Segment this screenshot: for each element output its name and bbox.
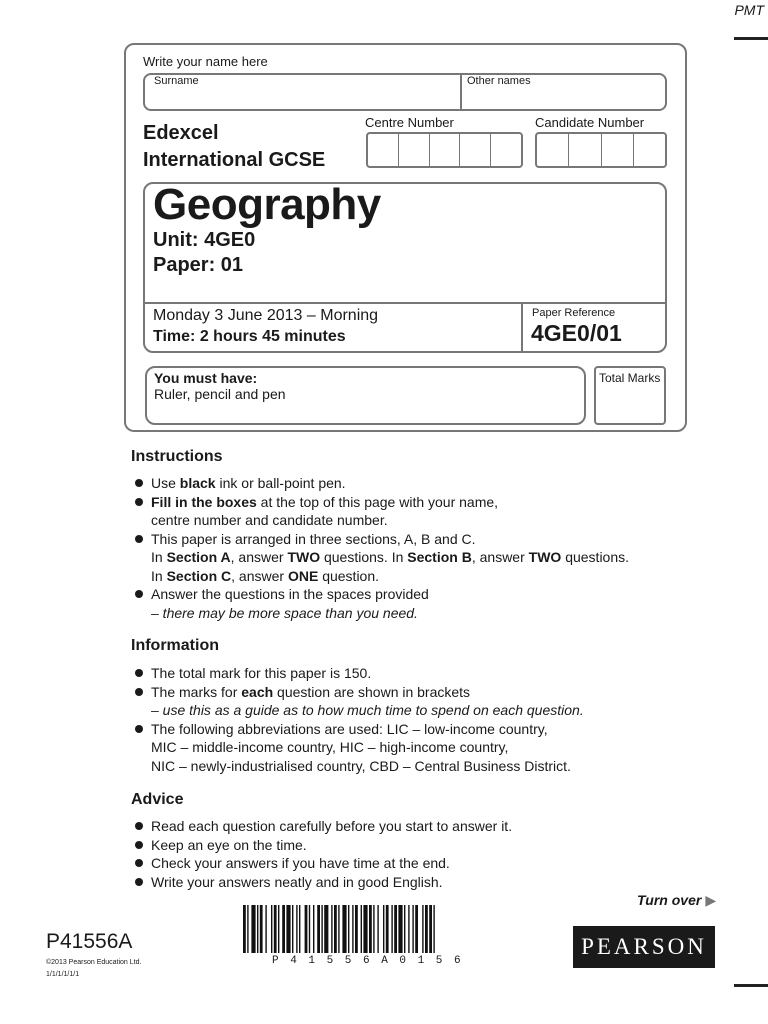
paper-reference: 4GE0/01 [531, 320, 622, 346]
must-have-heading: You must have: [154, 370, 258, 386]
reference-divider [521, 302, 523, 352]
turn-over-label: Turn over [637, 892, 702, 908]
turn-over [637, 892, 716, 909]
exam-board [143, 120, 325, 174]
information-heading: Information [131, 637, 219, 654]
board-name: Edexcel [143, 122, 219, 144]
paper-reference-label: Paper Reference [532, 307, 616, 319]
print-code: 1/1/1/1/1/1 [46, 971, 80, 978]
list-item: Keep an eye on the time. [132, 836, 512, 855]
barcode-icon [243, 905, 523, 957]
list-item: Read each question carefully before you start to answer it. [132, 817, 512, 836]
digit-cell[interactable] [399, 134, 430, 166]
other-names-label: Other names [467, 75, 531, 87]
write-name-label: Write your name here [143, 54, 268, 69]
publisher-logo: PEARSON [573, 926, 715, 968]
title-divider [143, 302, 667, 304]
name-field-box[interactable] [143, 73, 667, 111]
edge-mark [734, 37, 768, 40]
must-have-items: Ruler, pencil and pen [154, 386, 286, 402]
digit-cell[interactable] [602, 134, 634, 166]
advice-heading: Advice [131, 791, 184, 808]
total-marks-label: Total Marks [599, 371, 661, 385]
list-item: The total mark for this paper is 150. [132, 664, 584, 683]
centre-number-boxes[interactable] [366, 132, 523, 168]
unit-code: Unit: 4GE0 [153, 229, 256, 251]
copyright: ©2013 Pearson Education Ltd. [46, 959, 142, 966]
exam-date: Monday 3 June 2013 – Morning [153, 307, 379, 324]
instructions-heading: Instructions [131, 448, 223, 465]
arrow-right-icon: ▶ [705, 892, 717, 908]
subject-title: Geography [153, 180, 381, 229]
list-item: Check your answers if you have time at the end. [132, 854, 512, 873]
list-item: Use black ink or ball-point pen. [132, 474, 629, 493]
exam-duration: Time: 2 hours 45 minutes [153, 328, 346, 345]
digit-cell[interactable] [537, 134, 569, 166]
digit-cell[interactable] [634, 134, 665, 166]
list-item: This paper is arranged in three sections, A, B and C. In Section A, answer TWO questions. In Section B, answer TWO questions. In Section C, answer ONE question. [132, 530, 629, 586]
centre-number-label: Centre Number [365, 115, 454, 130]
candidate-number-boxes[interactable] [535, 132, 667, 168]
instructions-list [132, 474, 629, 622]
barcode-digits: P41556A0156 [272, 955, 473, 967]
digit-cell[interactable] [569, 134, 601, 166]
qualification-name: International GCSE [143, 149, 326, 171]
digit-cell[interactable] [368, 134, 399, 166]
digit-cell[interactable] [430, 134, 461, 166]
list-item: The following abbreviations are used: LIC – low-income country, MIC – middle-income country, HIC – high-income country, NIC – newly-industrialised country, CBD – Central Business District. [132, 720, 584, 776]
list-item: Write your answers neatly and in good English. [132, 873, 512, 892]
paper-number: Paper: 01 [153, 254, 244, 276]
list-item: Answer the questions in the spaces provided – there may be more space than you need. [132, 585, 629, 622]
corner-mark: PMT [734, 2, 764, 18]
digit-cell[interactable] [491, 134, 521, 166]
list-item: Fill in the boxes at the top of this page with your name, centre number and candidate number. [132, 493, 629, 530]
edge-mark [734, 984, 768, 987]
advice-list [132, 817, 512, 891]
candidate-number-label: Candidate Number [535, 115, 645, 130]
paper-code: P41556A [46, 930, 133, 953]
information-list [132, 664, 584, 775]
name-divider [460, 73, 462, 111]
surname-label: Surname [154, 75, 199, 87]
list-item: The marks for each question are shown in brackets – use this as a guide as to how much time to spend on each question. [132, 683, 584, 720]
digit-cell[interactable] [460, 134, 491, 166]
